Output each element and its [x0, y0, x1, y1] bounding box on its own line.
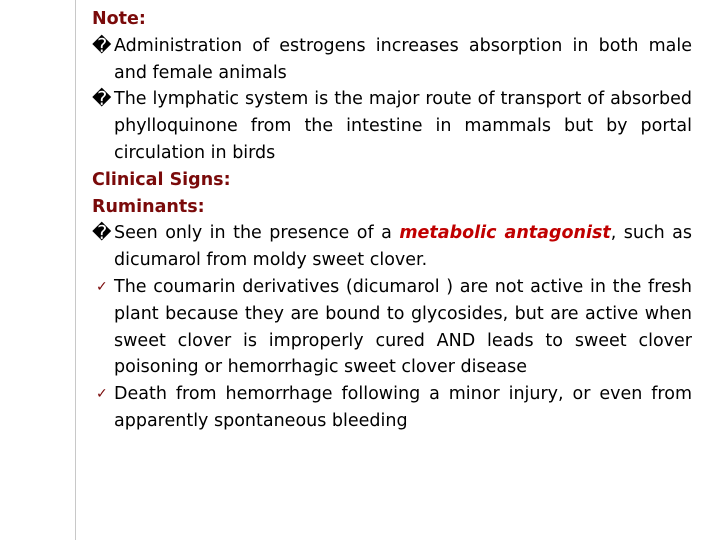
note-item-text: Administration of estrogens increases absorption in both male and female animals — [114, 35, 692, 83]
note-heading: Note: — [92, 9, 146, 29]
slide-content — [92, 6, 698, 435]
checkmark-icon: ✓ — [96, 278, 108, 295]
check-item-text: Death from hemorrhage following a minor injury, or even from apparently spontaneous bleeding — [114, 384, 692, 431]
ruminant-item-metabolic — [92, 220, 698, 274]
ruminant-item-text-after: , such as dicumarol from moldy sweet clover. — [114, 223, 698, 271]
left-margin-rule — [75, 0, 76, 540]
note-item-text: The lymphatic system is the major route of transport of absorbed phylloquinone from the intestine in mammals but by portal circulation in birds — [114, 89, 692, 163]
bullet-box-icon: � — [92, 34, 112, 57]
metabolic-antagonist-emphasis: metabolic antagonist — [399, 223, 611, 244]
check-item-death — [92, 381, 692, 435]
check-item-text: The coumarin derivatives (dicumarol ) are not active in the fresh plant because they are bound to glycosides, but are active when sweet clover is improperly cured AND leads to sweet clover poisoning or hemorrhagic sweet clover disease — [114, 276, 692, 378]
note-item-lymphatic — [92, 86, 692, 166]
note-item-estrogens — [92, 33, 692, 87]
checkmark-icon: ✓ — [96, 386, 108, 403]
check-item-coumarin — [92, 274, 692, 381]
bullet-box-icon: � — [92, 88, 112, 111]
bullet-box-icon: � — [92, 222, 112, 245]
clinical-signs-heading: Clinical Signs: — [92, 169, 231, 190]
ruminants-heading: Ruminants: — [92, 196, 205, 217]
ruminant-item-text-before: Seen only in the presence of a — [114, 223, 400, 244]
